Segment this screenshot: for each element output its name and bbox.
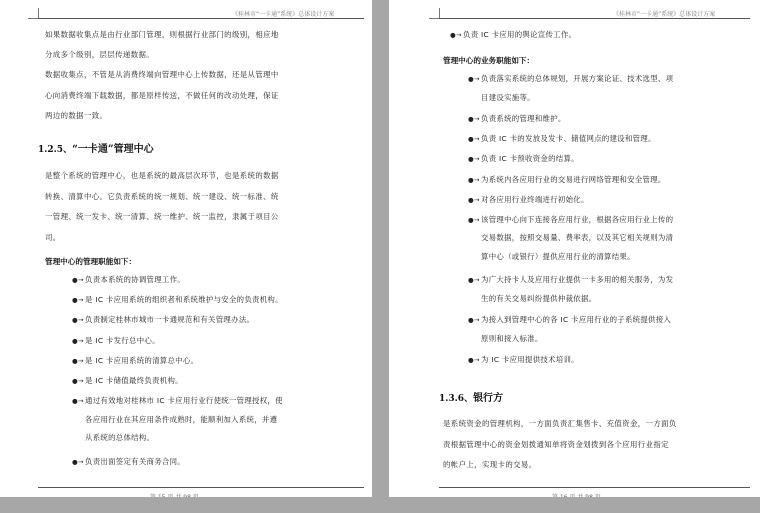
bullet-icon: ●→ bbox=[72, 356, 84, 365]
list-item-text: 负责系统的管理和维护。 bbox=[481, 114, 566, 124]
list-item-text: 目建设实施等。 bbox=[481, 92, 535, 102]
footer-rule bbox=[439, 487, 750, 488]
bullet-icon: ●→ bbox=[72, 377, 84, 385]
list-item bbox=[468, 150, 750, 169]
header-rule bbox=[439, 18, 750, 19]
list-item bbox=[72, 453, 362, 472]
list-item bbox=[468, 130, 750, 149]
paragraph-line: 司。 bbox=[45, 232, 61, 242]
list-item-text: 为广大持卡人及应用行业提供一卡多用的相关服务，为发 bbox=[481, 275, 674, 284]
paragraph-line: 两边的数据一致。 bbox=[45, 110, 108, 120]
list-item-text: 原则和接入标准。 bbox=[481, 333, 543, 343]
paragraph-line: 的帐户上，实现卡的交易。 bbox=[443, 460, 537, 469]
bullet-icon: ●→ bbox=[468, 155, 480, 164]
list-item-text: 该管理中心向下连接各应用行业，根据各应用行业上传的 bbox=[481, 214, 674, 224]
paragraph-line: 转换、清算中心。它负责系统的统一规划、统一建设、统一标准、统 bbox=[45, 191, 279, 201]
list-item-text: 是 IC 卡储值最终负责机构。 bbox=[85, 376, 183, 385]
list-item bbox=[468, 311, 750, 348]
document-page-15 bbox=[0, 0, 372, 497]
list-item-text: 负责出面签定有关商务合同。 bbox=[85, 456, 185, 466]
list-item bbox=[72, 291, 362, 310]
list-item bbox=[468, 211, 750, 267]
list-item-text: 负责落实系统的总体规划，开展方案论证、技术选型、项 bbox=[481, 74, 674, 83]
header-rule bbox=[38, 18, 364, 19]
section-heading bbox=[38, 140, 154, 155]
list-item bbox=[72, 311, 362, 330]
bullet-icon: ●→ bbox=[72, 336, 84, 345]
list-item-text: 通过有效地对桂林市 IC 卡应用行业行使统一管理授权，使 bbox=[85, 396, 283, 406]
paragraph-line: 数据收集点，不管是从消费终端向管理中心上传数据，还是从管理中 bbox=[45, 70, 279, 80]
bullet-icon: ●→ bbox=[72, 397, 84, 406]
list-item bbox=[468, 70, 750, 107]
bullet-icon: ●→ bbox=[72, 316, 84, 325]
list-item bbox=[468, 171, 750, 190]
list-item bbox=[468, 351, 750, 370]
list-item bbox=[72, 332, 362, 351]
list-item bbox=[72, 372, 362, 391]
bullet-icon: ●→ bbox=[72, 296, 84, 305]
list-item-text: 是 IC 卡应用系统的组织者和系统维护与安全的负责机构。 bbox=[85, 295, 283, 305]
bullet-icon: ●→ bbox=[468, 115, 480, 124]
paragraph-line: 如果数据收集点是由行业部门管理，则根据行业部门的级别，相应地 bbox=[45, 30, 279, 39]
bullet-icon: ●→ bbox=[468, 135, 480, 144]
bullet-icon: ●→ bbox=[468, 215, 480, 224]
footer-rule bbox=[38, 487, 364, 488]
bullet-icon: ●→ bbox=[468, 276, 480, 284]
paragraph-line: 一管理、统一发卡、统一清算、统一维护、统一监控，隶属于项目公 bbox=[45, 212, 279, 222]
list-item bbox=[468, 191, 750, 210]
bullet-icon: ●→ bbox=[72, 457, 84, 466]
list-item-text: 为接入到管理中心的各 IC 卡应用行业的子系统提供接入 bbox=[481, 315, 672, 325]
section-title: 银行方 bbox=[473, 393, 504, 404]
business-heading: 管理中心的业务职能如下： bbox=[443, 56, 535, 65]
list-item bbox=[72, 352, 362, 371]
list-item-text: 交易数据，按照交易量、费率表，以及其它相关规则为清 bbox=[481, 233, 674, 243]
list-item-text: 负责 IC 卡应用的舆论宣传工作。 bbox=[463, 30, 577, 39]
list-item bbox=[450, 26, 750, 45]
paragraph-line: 分成多个级别，层层传递数据。 bbox=[45, 50, 155, 60]
list-item-text: 算中心（或银行）提供应用行业的清算结果。 bbox=[481, 251, 635, 261]
duties-heading: 管理中心的管理职能如下： bbox=[45, 257, 137, 266]
page-header: 《桂林市“一卡通”系统》总体设计方案 bbox=[613, 11, 716, 18]
list-item-text: 是 IC 卡发行总中心。 bbox=[85, 335, 160, 345]
page-header: 《桂林市“一卡通”系统》总体设计方案 bbox=[232, 11, 335, 18]
list-item bbox=[72, 271, 362, 290]
list-item bbox=[72, 392, 362, 448]
bullet-icon: ●→ bbox=[468, 175, 480, 184]
list-item-text: 是 IC 卡应用系统的清算总中心。 bbox=[85, 355, 199, 365]
section-number: 1.2.5、 bbox=[38, 145, 73, 155]
bullet-icon: ●→ bbox=[450, 31, 462, 39]
viewer-bottom-bar bbox=[0, 497, 760, 513]
bullet-icon: ●→ bbox=[468, 356, 480, 365]
list-item-text: 各应用行业在其应用条件成熟时，能顺利加入系统，并遵 bbox=[85, 414, 278, 424]
list-item-text: 负责制定桂林市城市一卡通规范和有关管理办法。 bbox=[85, 315, 255, 325]
document-page-16 bbox=[389, 0, 760, 497]
paragraph-line: 心向消费终端下载数据，都是原样传送，不做任何的改动处理，保证 bbox=[45, 90, 279, 100]
list-item-text: 对各应用行业终端进行初始化。 bbox=[481, 194, 589, 204]
section-number: 1.3.6、 bbox=[439, 394, 474, 404]
list-item-text: 负责 IC 卡预收资金的结算。 bbox=[481, 154, 579, 164]
bullet-icon: ●→ bbox=[468, 75, 480, 83]
list-item bbox=[468, 271, 750, 308]
list-item-text: 负责 IC 卡的发放及发卡、储值网点的建设和管理。 bbox=[481, 134, 656, 144]
paragraph-line: 是整个系统的管理中心，也是系统的最高层次环节，也是系统的数据 bbox=[45, 171, 279, 180]
list-item-text: 负责本系统的协调管理工作。 bbox=[85, 275, 185, 284]
list-item-text: 从系统的总体结构。 bbox=[85, 433, 155, 443]
page-gap bbox=[372, 0, 389, 513]
bullet-icon: ●→ bbox=[72, 276, 84, 284]
list-item-text: 生的有关交易纠纷提供仲裁依据。 bbox=[481, 293, 597, 303]
section-title: “一卡通”管理中心 bbox=[72, 144, 154, 155]
bullet-icon: ●→ bbox=[468, 316, 480, 325]
list-item bbox=[468, 110, 750, 129]
section-heading bbox=[439, 389, 503, 404]
bullet-icon: ●→ bbox=[468, 195, 480, 204]
paragraph-line: 责根据管理中心的资金划拨通知单将资金划拨到各个应用行业指定 bbox=[443, 439, 669, 449]
list-item-text: 为系统内各应用行业的交易进行网络管理和安全管理。 bbox=[481, 174, 666, 184]
list-item-text: 为 IC 卡应用提供技术培训。 bbox=[481, 355, 579, 365]
paragraph-line: 是系统资金的管理机构，一方面负责汇集售卡、充值资金，一方面负 bbox=[443, 419, 677, 428]
